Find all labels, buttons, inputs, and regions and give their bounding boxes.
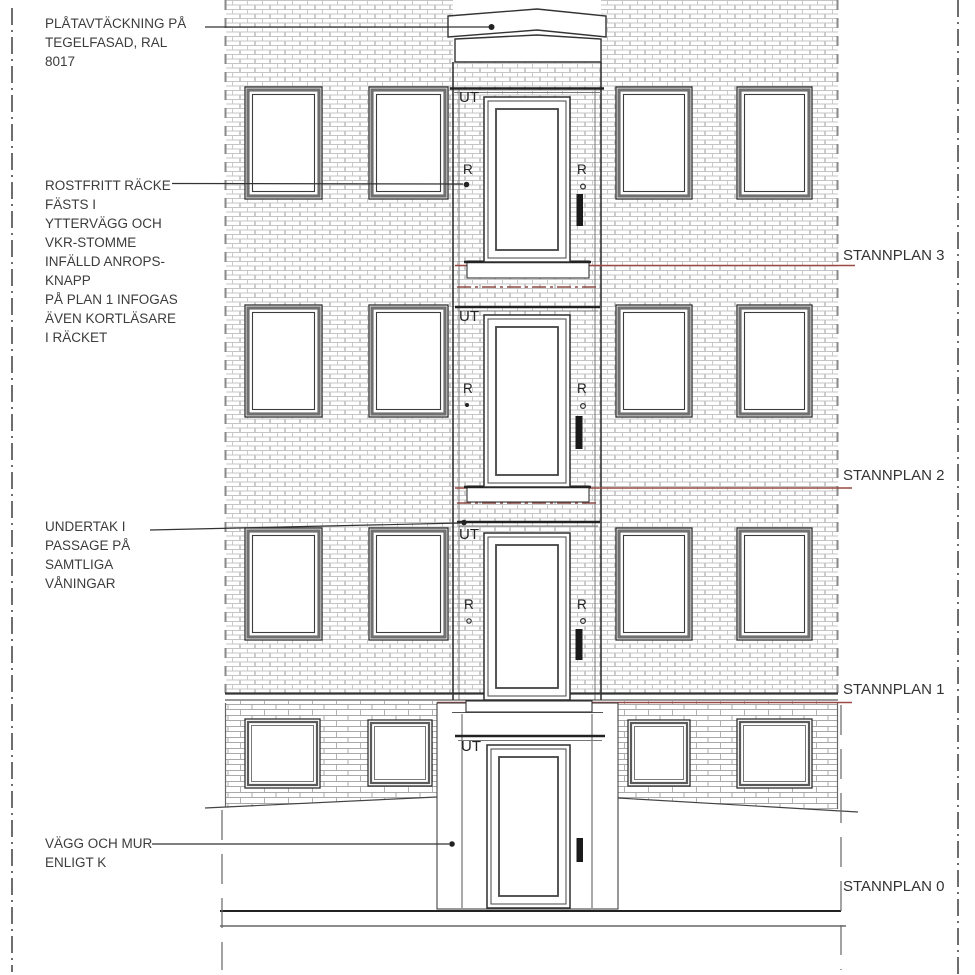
elevator-door	[484, 315, 570, 487]
elevator-door	[484, 97, 570, 262]
annotation-line: I RÄCKET	[45, 330, 108, 345]
window	[737, 305, 812, 417]
annotation-line: SAMTLIGA	[45, 557, 114, 572]
railing-label-right-floor-2: R	[577, 381, 587, 396]
annotation-line: FÄSTS I	[45, 197, 97, 212]
railing-label-left-floor-2: R	[463, 381, 473, 396]
annotation-line: VÄGG OCH MUR	[45, 836, 153, 851]
elevator-door	[484, 533, 570, 700]
window	[369, 87, 448, 199]
level-label-stannplan-3: STANNPLAN 3	[843, 247, 945, 264]
annotation-line: 8017	[45, 54, 76, 69]
annotation-vagg-och-mur	[45, 834, 152, 872]
annotation-line: PLÅTAVTÄCKNING PÅ	[45, 16, 187, 31]
window	[245, 305, 322, 417]
annotation-line: PÅ PLAN 1 INFOGAS	[45, 292, 178, 307]
railing-label-right-floor-3: R	[577, 162, 587, 177]
window	[616, 528, 692, 640]
window	[369, 305, 448, 417]
elevator-door	[487, 745, 570, 908]
basement-window	[368, 720, 432, 786]
railing-label-left-floor-3: R	[463, 162, 473, 177]
basement-window	[737, 719, 812, 788]
window	[369, 528, 448, 640]
window	[737, 87, 812, 199]
annotation-line: KNAPP	[45, 273, 91, 288]
annotation-line: INFÄLLD ANROPS-	[45, 254, 166, 269]
annotation-line: UNDERTAK I	[45, 519, 126, 534]
basement-window	[628, 720, 690, 786]
annotation-line: ÄVEN KORTLÄSARE	[45, 311, 177, 326]
annotation-undertak	[45, 517, 130, 593]
window	[245, 528, 322, 640]
annotation-line: ROSTFRITT RÄCKE	[45, 178, 171, 193]
exit-label-floor-0: UT	[461, 738, 481, 755]
window	[245, 87, 322, 199]
shaft-cap	[448, 9, 606, 62]
annotation-line: VKR-STOMME	[45, 235, 137, 250]
annotation-line: PASSAGE PÅ	[45, 538, 131, 553]
annotation-line: VÅNINGAR	[45, 576, 116, 591]
level-label-stannplan-0: STANNPLAN 0	[843, 878, 945, 895]
level-label-stannplan-2: STANNPLAN 2	[843, 467, 945, 484]
railing-label-left-floor-1: R	[464, 597, 474, 612]
annotation-line: TEGELFASAD, RAL	[45, 35, 168, 50]
window	[616, 87, 692, 199]
level-label-stannplan-1: STANNPLAN 1	[843, 681, 945, 698]
basement-window	[245, 719, 320, 788]
annotation-line: YTTERVÄGG OCH	[45, 216, 162, 231]
annotation-platavtackning	[45, 14, 186, 71]
annotation-line: ENLIGT K	[45, 855, 107, 870]
annotation-rostfritt-racke	[45, 176, 178, 347]
window	[616, 305, 692, 417]
exit-label-floor-2: UT	[459, 308, 479, 325]
railing-label-right-floor-1: R	[577, 597, 587, 612]
exit-label-floor-3: UT	[459, 89, 479, 106]
exit-label-floor-1: UT	[459, 526, 479, 543]
window	[737, 528, 812, 640]
